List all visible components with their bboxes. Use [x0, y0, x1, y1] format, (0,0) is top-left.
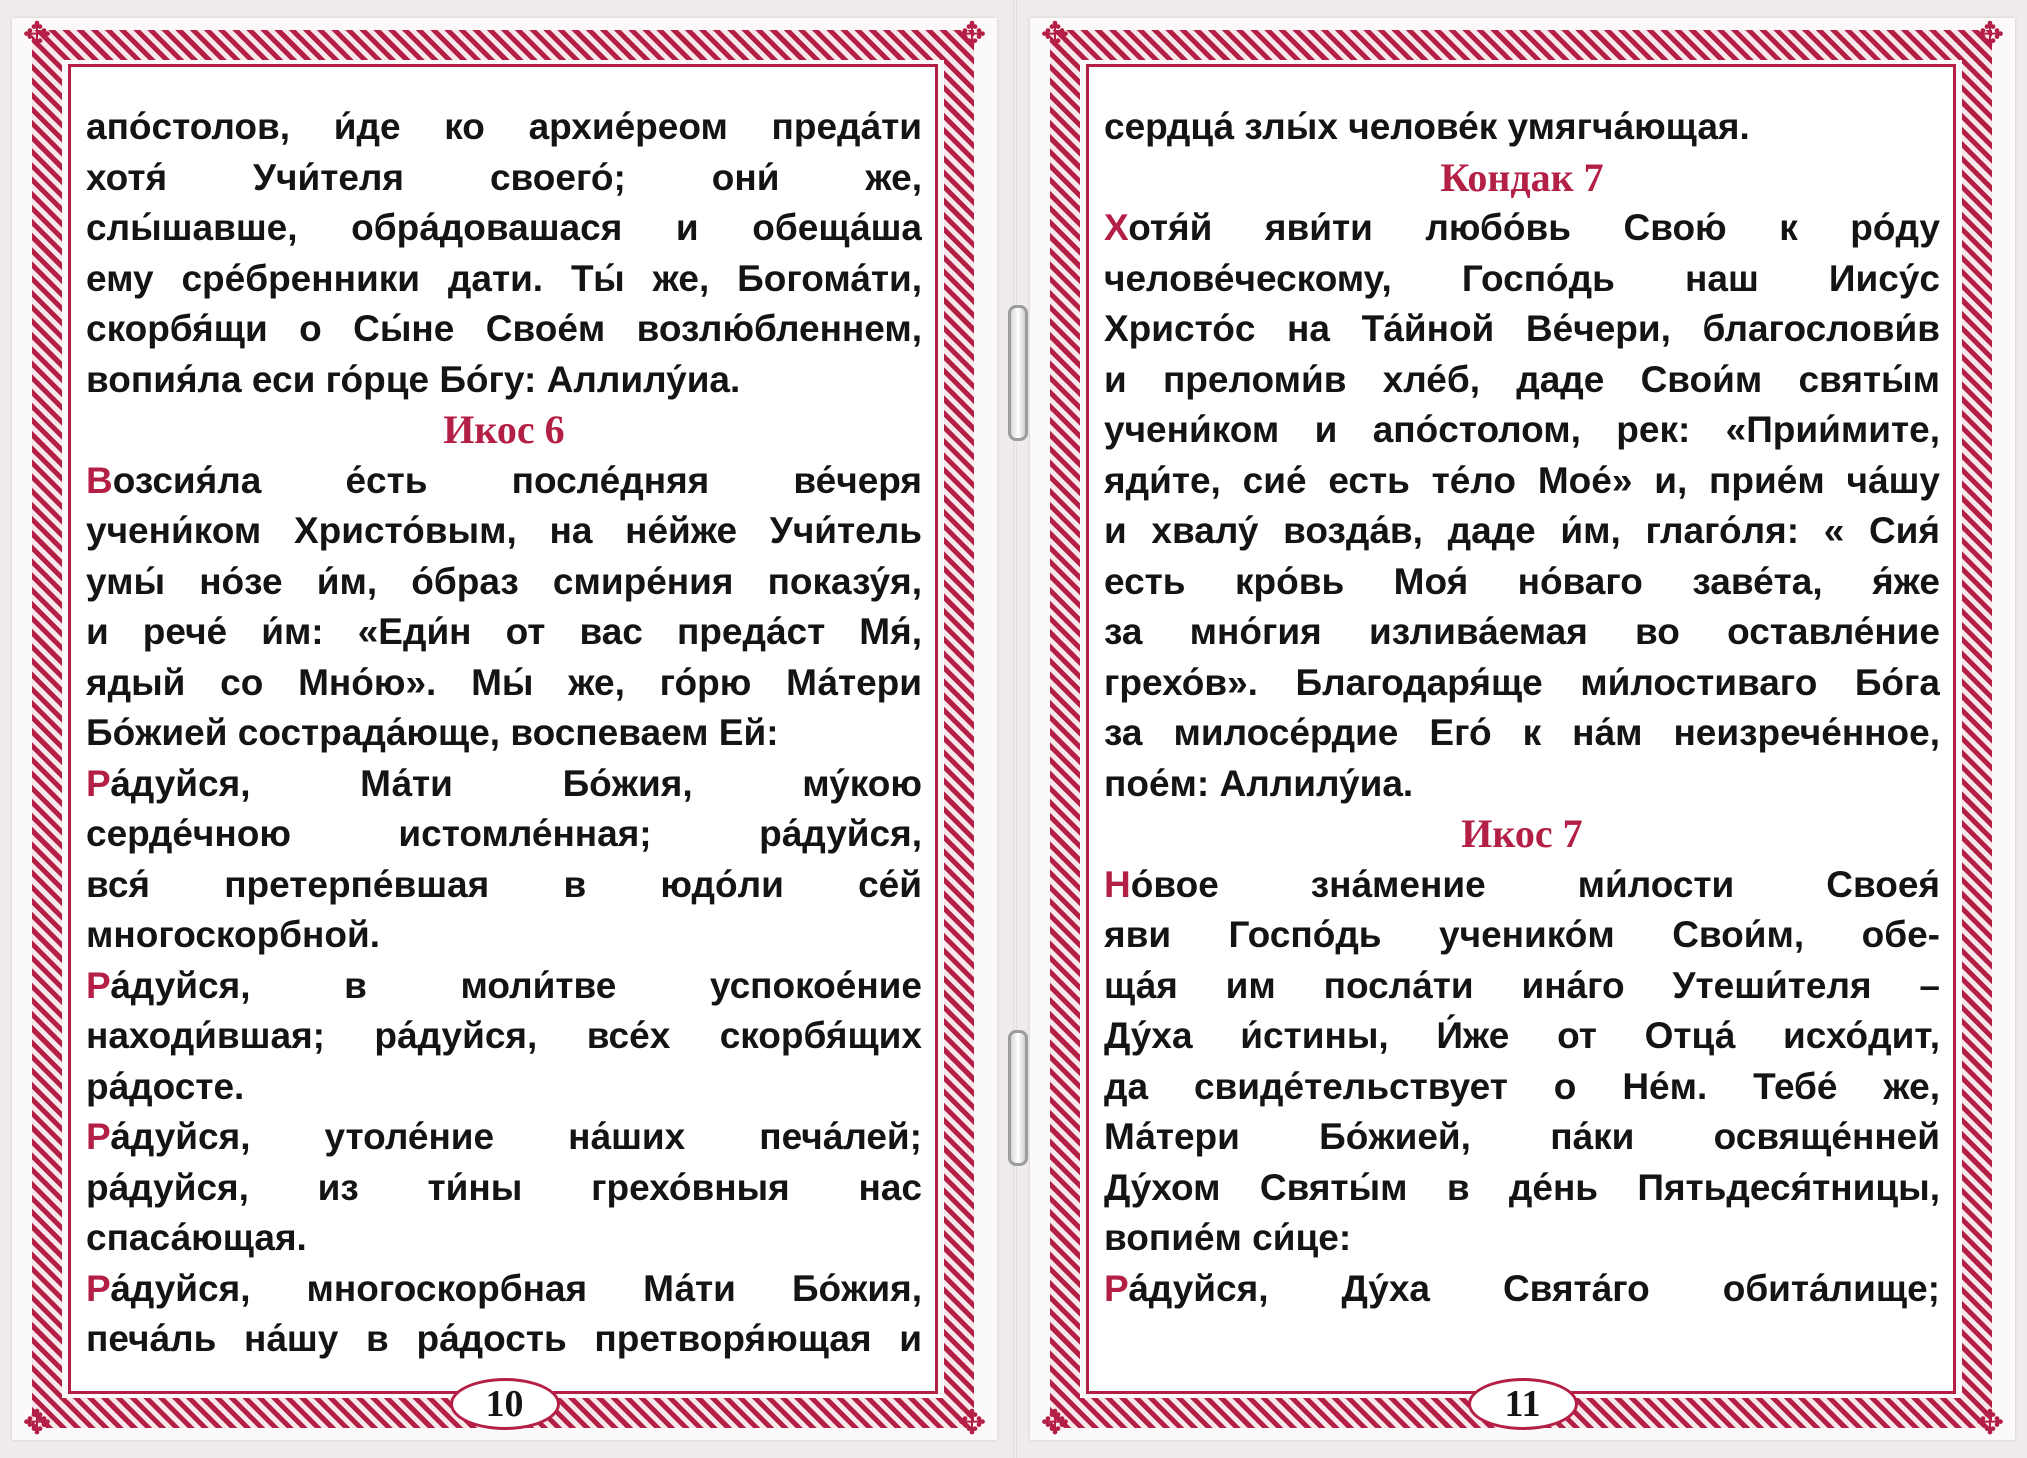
line-text: озсия́ла е́сть после́дняя ве́черя: [112, 459, 922, 501]
line-text: Бо́жией сострада́юще, воспеваем Ей:: [86, 712, 779, 753]
line-text: и рече́ и́м: «Еди́н от вас преда́ст Мя́,: [86, 611, 922, 652]
right-page: [1030, 15, 2015, 1443]
line-text: печа́ль на́шу в ра́дость претворя́ющая и: [86, 1318, 922, 1359]
staple-top: [1008, 305, 1028, 441]
text-line: [1104, 860, 1940, 911]
text-line: [86, 1314, 922, 1365]
drop-initial: В: [86, 459, 113, 501]
line-text: учени́ком и апо́столом, рек: «Прии́мите,: [1104, 409, 1940, 450]
text-line: [1104, 759, 1940, 810]
text-line: [86, 809, 922, 860]
corner-ornament-icon: ✥: [1040, 1403, 1070, 1443]
drop-initial: Р: [86, 964, 111, 1006]
text-line: [86, 304, 922, 355]
line-text: Ду́ха и́стины, И́же от Отца́ исхо́дит,: [1104, 1015, 1940, 1056]
section-heading: Икос 6: [443, 407, 565, 452]
text-line: [86, 1264, 922, 1315]
drop-initial: Р: [86, 1116, 111, 1157]
text-line: [86, 1011, 922, 1062]
line-text: учени́ком Христо́вым, на не́йже Учи́тель: [86, 510, 922, 551]
drop-initial: Р: [86, 1267, 111, 1309]
corner-ornament-icon: ✥: [957, 15, 987, 55]
line-text: да свиде́тельствует о Не́м. Тебе́ же,: [1104, 1065, 1940, 1107]
line-text: за милосе́рдие Его́ к на́м неизрече́нное,: [1104, 712, 1940, 753]
text-line: [86, 910, 922, 961]
text-line: [86, 607, 922, 658]
text-line: [1104, 557, 1940, 608]
line-text: а́дуйся, Ду́ха Свята́го обита́лище;: [1128, 1267, 1940, 1309]
line-text: вся́ претерпе́вшая в юдо́ли се́й: [86, 863, 922, 905]
text-line: [86, 759, 922, 810]
text-line: [86, 102, 922, 153]
text-line: [1104, 910, 1940, 961]
text-line: [86, 658, 922, 709]
text-line: [86, 456, 922, 507]
line-text: спаса́ющая.: [86, 1217, 307, 1258]
line-text: и хвалу́ возда́в, даде и́м, глаго́ля: « Сия́: [1104, 510, 1940, 551]
text-line: [86, 860, 922, 911]
text-line: [1104, 1163, 1940, 1214]
line-text: а́дуйся, многоскорбная Ма́ти Бо́жия,: [110, 1267, 922, 1309]
line-text: сердца́ злы́х челове́к умягча́ющая.: [1104, 106, 1750, 147]
text-line: [1104, 355, 1940, 406]
text-line: [86, 153, 922, 204]
line-text: вопие́м си́це:: [1104, 1217, 1352, 1258]
page-number: 10: [450, 1378, 560, 1430]
line-text: Христо́с на Та́йной Ве́чери, благослови́в: [1104, 308, 1940, 349]
book-spine: [1013, 0, 1017, 1458]
line-text: ра́досте.: [86, 1065, 245, 1107]
page-text: [86, 102, 922, 1359]
line-text: ща́я им посла́ти ина́го Утеши́теля –: [1104, 964, 1940, 1006]
line-text: грехо́в». Благодаря́ще ми́лостиваго Бо́га: [1104, 661, 1940, 703]
line-text: апо́столов, и́де ко архие́реом преда́ти: [86, 106, 922, 147]
line-text: ра́дуйся, из ти́ны грехо́вныя нас: [86, 1166, 922, 1208]
text-line: [1104, 304, 1940, 355]
line-text: серде́чною истомле́нная; ра́дуйся,: [86, 813, 922, 854]
line-text: Ма́тери Бо́жией, па́ки освяще́нней: [1104, 1116, 1940, 1157]
line-text: вопия́ла еси го́рце Бо́гу: Аллилу́иа.: [86, 358, 741, 400]
line-text: челове́ческому, Госпо́дь наш Иису́с: [1104, 257, 1940, 299]
text-line: [86, 961, 922, 1012]
line-text: пое́м: Аллилу́иа.: [1104, 762, 1414, 804]
page-text: [1104, 102, 1940, 1342]
corner-ornament-icon: ✥: [22, 1403, 52, 1443]
line-text: есть кро́вь Моя́ но́ваго заве́та, я́же: [1104, 560, 1940, 602]
drop-initial: Н: [1104, 863, 1131, 905]
text-line: [1104, 1213, 1940, 1264]
corner-ornament-icon: ✥: [1975, 15, 2005, 55]
text-line: [1104, 1062, 1940, 1113]
page-number: 11: [1468, 1378, 1578, 1430]
line-text: ему сре́бренники дати. Ты́ же, Богома́ти,: [86, 257, 922, 299]
text-line: [1104, 607, 1940, 658]
corner-ornament-icon: ✥: [1040, 15, 1070, 55]
text-line: [1104, 708, 1940, 759]
text-line: [1104, 658, 1940, 709]
corner-ornament-icon: ✥: [1975, 1403, 2005, 1443]
line-text: слы́шавше, обра́довашася и обеща́ша: [86, 207, 922, 248]
text-line: [1104, 506, 1940, 557]
line-text: и преломи́в хле́б, даде Свои́м святы́м: [1104, 358, 1940, 400]
line-text: ядый со Мно́ю». Мы́ же, го́рю Ма́тери: [86, 661, 922, 703]
line-text: находи́вшая; ра́дуйся, все́х скорбя́щих: [86, 1015, 922, 1056]
text-line: [86, 506, 922, 557]
text-line: [1104, 203, 1940, 254]
line-text: скорбя́щи о Сы́не Свое́м возлю́бленнем,: [86, 308, 922, 349]
line-text: хотя́ Учи́теля своего́; они́ же,: [86, 156, 922, 198]
text-line: [1104, 1011, 1940, 1062]
line-text: умы́ но́зе и́м, о́браз смире́ния показу́я,: [86, 560, 922, 602]
line-text: многоскорбной.: [86, 914, 380, 955]
line-text: отя́й яви́ти любо́вь Свою́ к ро́ду: [1128, 207, 1940, 248]
section-heading: Икос 7: [1461, 811, 1583, 856]
text-line: [1104, 254, 1940, 305]
corner-ornament-icon: ✥: [957, 1403, 987, 1443]
line-text: а́дуйся, в моли́тве успокое́ние: [110, 964, 922, 1006]
text-line: [86, 254, 922, 305]
line-text: Ду́хом Святы́м в де́нь Пятьдеся́тницы,: [1104, 1166, 1940, 1208]
text-line: [86, 1062, 922, 1113]
drop-initial: Р: [86, 762, 111, 804]
text-line: [1104, 961, 1940, 1012]
left-page: [12, 15, 997, 1443]
drop-initial: Х: [1104, 207, 1129, 248]
line-text: а́дуйся, Ма́ти Бо́жия, му́кою: [110, 762, 922, 804]
text-line: [1104, 102, 1940, 153]
line-text: яви Госпо́дь ученико́м Свои́м, обе-: [1104, 914, 1940, 955]
text-line: [1104, 405, 1940, 456]
line-text: о́вое зна́мение ми́лости Своея́: [1130, 863, 1940, 905]
corner-ornament-icon: ✥: [22, 15, 52, 55]
text-line: [86, 203, 922, 254]
text-line: [1104, 1264, 1940, 1315]
line-text: а́дуйся, утоле́ние на́ших печа́лей;: [110, 1116, 922, 1157]
line-text: яди́те, сие́ есть те́ло Мое́» и, прие́м ча́шу: [1104, 459, 1940, 501]
text-line: [1104, 1112, 1940, 1163]
section-heading: Кондак 7: [1440, 154, 1604, 200]
text-line: [1104, 456, 1940, 507]
line-text: за мно́гия излива́емая во оставле́ние: [1104, 611, 1940, 652]
text-line: [86, 355, 922, 406]
text-line: [86, 557, 922, 608]
text-line: [86, 708, 922, 759]
text-line: [86, 1163, 922, 1214]
text-line: [86, 1112, 922, 1163]
text-line: [86, 1213, 922, 1264]
drop-initial: Р: [1104, 1267, 1129, 1309]
staple-bottom: [1008, 1030, 1028, 1166]
